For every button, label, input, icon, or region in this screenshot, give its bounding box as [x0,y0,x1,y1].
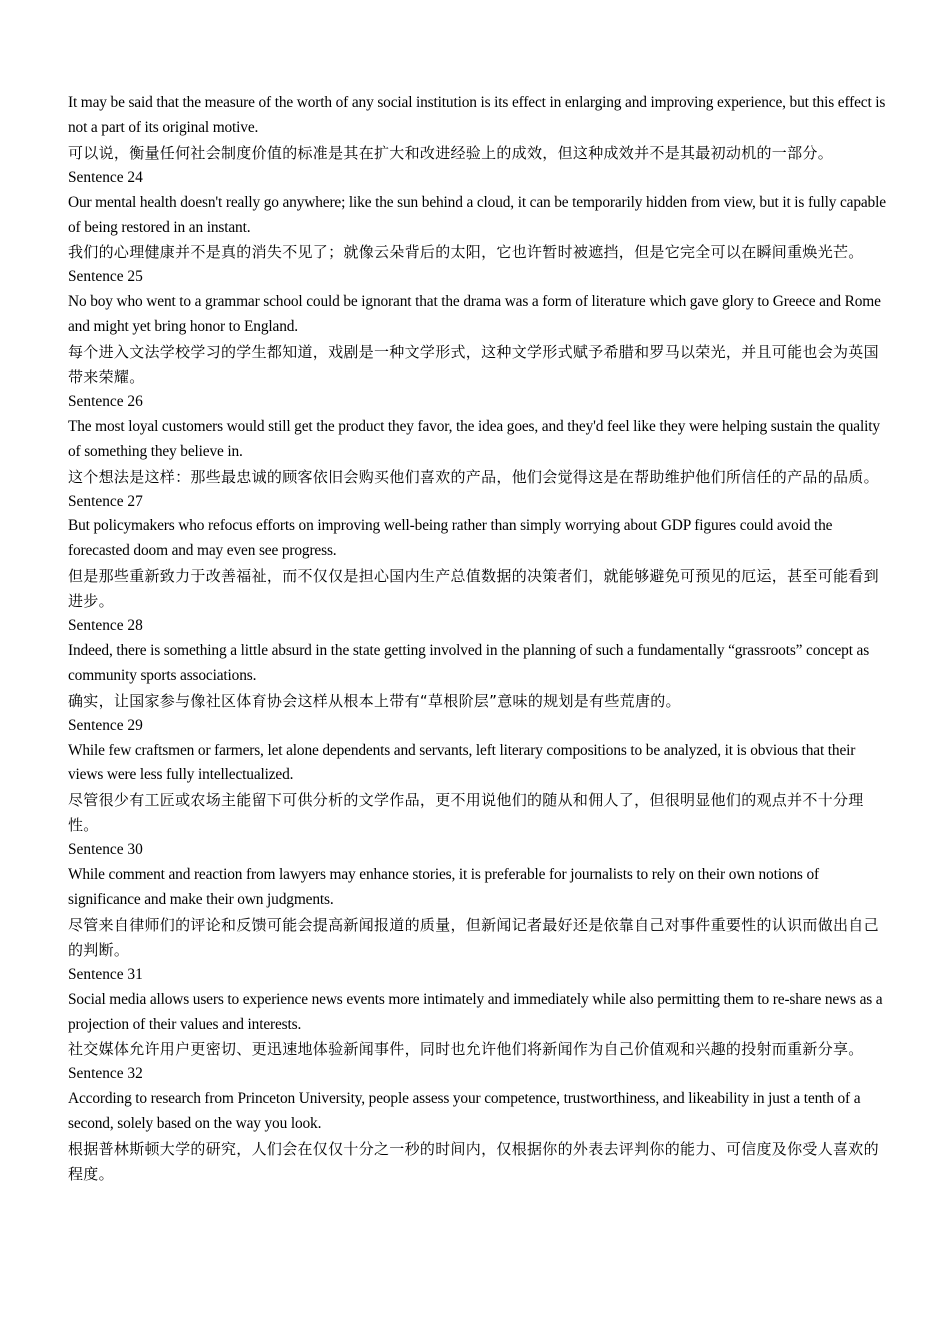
sentence-31-english: Social media allows users to experience news events more intimately and immediately while also permitting them to re-share news as a projection of their values and interests. [68,990,883,1033]
sentence-27-chinese: 但是那些重新致力于改善福祉，而不仅仅是担心国内生产总值数据的决策者们，就能够避免可预见的厄运，甚至可能看到进步。 [68,567,879,611]
sentence-28-english: Indeed, there is something a little absurd in the state getting involved in the planning of such a fundamentally “grassroots” concept as community sports associations. [68,641,870,684]
sentence-25-english: No boy who went to a grammar school could be ignorant that the drama was a form of literature which gave glory to Greece and Rome and might yet bring honor to England. [68,293,881,336]
sentence-28-chinese: 确实，让国家参与像社区体育协会这样从根本上带有“草根阶层”意味的规划是有些荒唐的。 [68,691,681,710]
sentence-30-english: While comment and reaction from lawyers may enhance stories, it is preferable for journalists to rely on their own notions of significance and make their own judgments. [68,866,819,908]
sentence-31-label: Sentence 31 [68,965,143,983]
sentence-23-chinese: 可以说，衡量任何社会制度价值的标准是其在扩大和改进经验上的成效，但这种成效并不是其最初动机的一部分。 [68,143,834,162]
sentence-30-label: Sentence 30 [68,841,143,859]
sentence-29-label: Sentence 29 [68,716,143,734]
sentence-32-chinese: 根据普林斯顿大学的研究，人们会在仅仅十分之一秒的时间内，仅根据你的外表去评判你的能力、可信度及你受人喜欢的程度。 [68,1140,879,1183]
sentence-31-chinese: 社交媒体允许用户更密切、更迅速地体验新闻事件，同时也允许他们将新闻作为自己价值观和兴趣的投射而重新分享。 [68,1040,864,1059]
sentence-25-label: Sentence 25 [68,268,143,286]
sentence-26-label: Sentence 26 [68,392,143,410]
sentence-23-english: It may be said that the measure of the worth of any social institution is its effect in enlarging and improving experience, but this effect is not a part of its original motive. [68,94,886,136]
sentence-26-english: The most loyal customers would still get the product they favor, the idea goes, and they'd feel like they were helping sustain the quality of something they believe in. [68,417,880,460]
sentence-27-english: But policymakers who refocus efforts on improving well-being rather than simply worrying about GDP figures could avoid the forecasted doom and may even see progress. [68,517,833,560]
sentence-32-label: Sentence 32 [68,1065,143,1083]
sentence-30-chinese: 尽管来自律师们的评论和反馈可能会提高新闻报道的质量，但新闻记者最好还是依靠自己对事件重要性的认识而做出自己的判断。 [68,915,879,959]
sentence-24-chinese: 我们的心理健康并不是真的消失不见了；就像云朵背后的太阳，它也许暂时被遮挡，但是它完全可以在瞬间重焕光芒。 [68,243,864,262]
sentence-29-english: While few craftsmen or farmers, let alone dependents and servants, left literary compositions to be analyzed, it is obvious that their views were less fully intellectualized. [68,741,856,784]
sentence-25-chinese: 每个进入文法学校学习的学生都知道，戏剧是一种文学形式，这种文学形式赋予希腊和罗马以荣光，并且可能也会为英国带来荣耀。 [68,343,879,386]
sentence-27-label: Sentence 27 [68,492,143,510]
sentence-32-english: According to research from Princeton University, people assess your competence, trustworthiness, and likeability in just a tenth of a second, solely based on the way you look. [68,1090,861,1133]
sentence-24-english: Our mental health doesn't really go anywhere; like the sun behind a cloud, it can be temporarily hidden from view, but it is fully capable of being restored in an instant. [68,193,886,236]
sentence-29-chinese: 尽管很少有工匠或农场主能留下可供分析的文学作品，更不用说他们的随从和佣人了，但很明显他们的观点并不十分理性。 [68,791,864,835]
sentence-28-label: Sentence 28 [68,617,143,635]
sentence-24-label: Sentence 24 [68,168,143,186]
document-page [68,91,886,1187]
sentence-26-chinese: 这个想法是这样：那些最忠诚的顾客依旧会购买他们喜欢的产品，他们会觉得这是在帮助维护他们所信任的产品的品质。 [68,467,879,486]
